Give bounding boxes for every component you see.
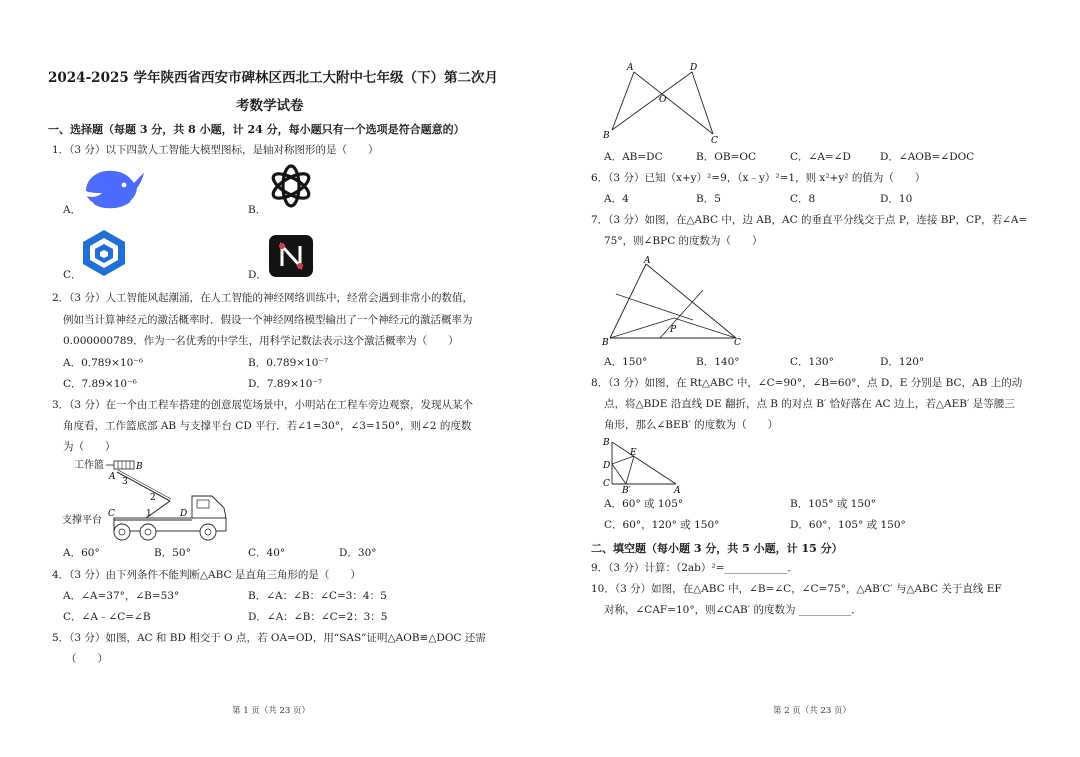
q2-option-a: A．0.789×10⁻⁶ (63, 357, 144, 369)
q8-option-a: A．60° 或 105° (604, 498, 684, 510)
q2-line1: 2．（3 分）人工智能风起潮涌，在人工智能的神经网络训练中，经常会遇到非常小的数值， (52, 292, 473, 304)
q3-label-D: D (180, 509, 188, 519)
q5-line2: （ ） (66, 653, 108, 665)
q1-stem: 1．（3 分）以下四款人工智能大模型图标，是轴对称图形的是（ ） (52, 144, 379, 156)
q1-option-d: D． (248, 269, 267, 281)
q3-option-d: D．30° (339, 547, 377, 559)
title-line1: 2024-2025 学年陕西省西安市碑林区西北工大附中七年级（下）第二次月 (48, 70, 498, 86)
hexagon-cube-logo-icon (80, 228, 128, 278)
q10-line2: 对称，∠CAF=10°，则∠CAB′ 的度数为 __________． (604, 604, 862, 616)
q4-stem: 4．（3 分）由下列条件不能判断△ABC 是直角三角形的是（ ） (52, 569, 361, 581)
whale-logo-icon (80, 163, 146, 211)
q3-line2: 角度看，工作篮底部 AB 与支撑平台 CD 平行．若∠1=30°，∠3=150°，则∠2 的度数 (63, 420, 472, 432)
q1-option-c: C． (63, 269, 82, 281)
dark-square-logo-icon (268, 234, 314, 278)
q8-option-c: C．60°，120° 或 150° (604, 519, 720, 531)
q2-option-c: C．7.89×10⁻⁶ (63, 378, 137, 390)
footer-page2: 第 2 页（共 23 页） (773, 706, 852, 716)
q7-option-b: B．140° (696, 356, 740, 368)
q5-label-A: A (627, 63, 634, 73)
q4-option-c: C．∠A﹣∠C=∠B (63, 611, 151, 623)
q4-option-a: A．∠A=37°，∠B=53° (63, 590, 180, 602)
q7-line2: 75°，则∠BPC 的度数为（ ） (604, 235, 763, 247)
q7-label-P: P (670, 325, 677, 335)
q6-option-b: B．5 (696, 193, 721, 205)
q8-option-d: D．60°，105° 或 150° (790, 519, 906, 531)
q3-angle-3: 3 (122, 477, 128, 487)
q5-line1: 5．（3 分）如图，AC 和 BD 相交于 O 点，若 OA=OD，用“SAS”证明△AOB≌△DOC 还需 (52, 632, 486, 644)
q2-line3: 0.000000789．作为一名优秀的中学生，用科学记数法表示这个激活概率为（ ） (63, 335, 459, 347)
q3-label-A: A (109, 472, 116, 482)
q7-figure (598, 254, 748, 346)
q5-figure (598, 60, 728, 146)
section2-heading: 二、填空题（每小题 3 分，共 5 小题，计 15 分） (591, 542, 843, 555)
q3-option-c: C．40° (248, 547, 286, 559)
q5-option-a: A．AB=DC (604, 151, 663, 163)
q8-line3: 角形，那么∠BEB′ 的度数为（ ） (604, 419, 779, 431)
knot-logo-icon (266, 161, 316, 211)
q3-angle-1: 1 (146, 509, 152, 519)
q3-label-B: B (136, 462, 143, 472)
footer-page1: 第 1 页（共 23 页） (232, 706, 311, 716)
q7-option-c: C．130° (790, 356, 834, 368)
q6-option-d: D．10 (880, 193, 913, 205)
q5-option-b: B．OB=OC (696, 151, 756, 163)
q10-line1: 10．（3 分）如图，在△ABC 中，∠B=∠C，∠C=75°，△AB′C′ 与△ABC 关于直线 EF (591, 583, 1002, 595)
q7-option-a: A．150° (604, 356, 648, 368)
q8-label-D: D (603, 461, 611, 471)
q2-option-b: B．0.789×10⁻⁷ (248, 357, 329, 369)
q7-label-B: B (602, 338, 609, 346)
q7-label-A: A (644, 256, 651, 266)
q3-truck-figure (62, 456, 232, 544)
q9-stem: 9．（3 分）计算：（2ab）²=____________． (591, 562, 798, 574)
q6-option-a: A．4 (604, 193, 629, 205)
q7-line1: 7．（3 分）如图，在△ABC 中，边 AB，AC 的垂直平分线交于点 P，连接 BP，CP，若∠A= (591, 214, 1028, 226)
q7-label-C: C (734, 338, 741, 346)
q5-option-c: C．∠A=∠D (790, 151, 851, 163)
title-line2: 考数学试卷 (236, 98, 304, 114)
q8-label-A: A (674, 486, 681, 494)
q3-line3: 为（ ） (63, 441, 116, 453)
q8-line2: 点，将△BDE 沿直线 DE 翻折，点 B 的对点 B′ 恰好落在 AC 边上，若△AEB′ 是等腰三 (604, 398, 1015, 410)
q3-line1: 3．（3 分）在一个由工程车搭建的创意展览场景中，小明站在工程车旁边观察，发现从某个 (52, 399, 473, 411)
q8-label-C: C (603, 479, 610, 489)
q4-option-d: D．∠A：∠B：∠C=2：3：5 (248, 611, 388, 623)
q3-label-platform: 支撑平台 (62, 515, 102, 526)
q8-option-b: B．105° 或 150° (790, 498, 876, 510)
q1-option-b: B． (248, 204, 267, 216)
q8-figure (598, 434, 688, 494)
q7-option-d: D．120° (880, 356, 925, 368)
q2-option-d: D．7.89×10⁻⁷ (248, 378, 323, 390)
q5-label-B: B (603, 131, 610, 141)
q5-label-C: C (711, 136, 718, 146)
q2-line2: 例如当计算神经元的激活概率时．假设一个神经网络模型输出了一个神经元的激活概率为 (63, 314, 473, 326)
q1-option-a: A． (63, 204, 82, 216)
q8-label-Bprime: B′ (622, 486, 631, 494)
q3-angle-2: 2 (150, 493, 156, 503)
q6-option-c: C．8 (790, 193, 816, 205)
q5-option-d: D．∠AOB=∠DOC (880, 151, 975, 163)
q8-line1: 8．（3 分）如图，在 Rt△ABC 中，∠C=90°，∠B=60°，点 D，E 分别是 BC，AB 上的动 (591, 377, 1023, 389)
section1-heading: 一、选择题（每题 3 分，共 8 小题，计 24 分，每小题只有一个选项是符合题意的） (48, 123, 465, 136)
q3-option-b: B．50° (154, 547, 191, 559)
q6-stem: 6．（3 分）已知（x+y）²=9，（x﹣y）²=1，则 x²+y² 的值为（ ） (591, 172, 926, 184)
q3-label-C: C (108, 509, 115, 519)
q5-label-O: O (659, 95, 667, 105)
q3-label-basket: 工作篮 (74, 460, 104, 471)
q8-label-E: E (630, 448, 637, 458)
q8-label-B: B (603, 438, 610, 448)
q5-label-D: D (690, 63, 698, 73)
q3-option-a: A．60° (63, 547, 100, 559)
q4-option-b: B．∠A：∠B：∠C=3：4：5 (248, 590, 387, 602)
